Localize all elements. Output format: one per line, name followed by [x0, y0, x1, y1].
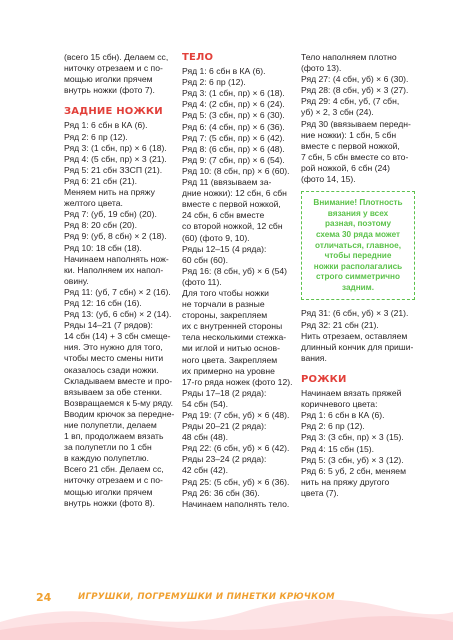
right-body-text-bottom: Начинаем вязать пряжей коричневого цвета: Ряд 1: 6 сбн в КА (6). Ряд 2: 6 пр (12). Ряд 3: (3 сбн, пр) × 3 (15). Ряд 4: 15 сбн (15). Ряд 5: (3 сбн, уб) × 3 (12). Ряд 6: 5 уб, 2 сбн, меняем нить на пряжу другого цвета (7).	[301, 388, 406, 498]
page-footer	[0, 591, 453, 609]
middle-body-text: Ряд 1: 6 сбн в КА (6). Ряд 2: 6 пр (12). Ряд 3: (1 сбн, пр) × 6 (18). Ряд 4: (2 сбн, пр) × 6 (24). Ряд 5: (3 сбн, пр) × 6 (30). Ряд 6: (4 сбн, пр) × 6 (36). Ряд 7: (5 сбн, пр) × 6 (42). Ряд 8: (6 сбн, пр) × 6 (48). Ряд 9: (7 сбн, пр) × 6 (54). Ряд 10: (8 сбн, пр) × 6 (60). Ряд 11 (ввязываем за- дние ножки): 12 сбн, 6 сбн вместе с первой ножкой, 24 сбн, 6 сбн вместе со второй ножкой, 12 сбн (60) (фото 9, 10). Ряды 12–15 (4 ряда): 60 сбн (60). Ряд 16: (8 сбн, уб) × 6 (54) (фото 11). Для того чтобы ножки не торчали в разные стороны, закрепляем их с внутренней стороны тела несколькими стежка- ми иглой и нитью основ- ного цвета. Закрепляем их примерно на уровне 17-го ряда ножек (фото 12). Ряды 17–18 (2 ряда): 54 сбн (54). Ряд 19: (7 сбн, уб) × 6 (48). Ряды 20–21 (2 ряда): 48 сбн (48). Ряд 22: (6 сбн, уб) × 6 (42). Ряды 23–24 (2 ряда): 42 сбн (42). Ряд 25: (5 сбн, уб) × 6 (36). Ряд 26: 36 сбн (36). Начинаем наполнять тело.	[182, 66, 293, 509]
left-body-text: Ряд 1: 6 сбн в КА (6). Ряд 2: 6 пр (12). Ряд 3: (1 сбн, пр) × 6 (18). Ряд 4: (5 сбн, пр) × 3 (21). Ряд 5: 21 сбн ЗЗСП (21). Ряд 6: 21 сбн (21). Меняем нить на пряжу желтого цвета. Ряд 7: (уб, 19 сбн) (20). Ряд 8: 20 сбн (20). Ряд 9: (уб, 8 сбн) × 2 (18). Ряд 10: 18 сбн (18). Начинаем наполнять нож- ки. Наполняем их напол- овину. Ряд 11: (уб, 7 сбн) × 2 (16). Ряд 12: 16 сбн (16). Ряд 13: (уб, 6 сбн) × 2 (14). Ряды 14–21 (7 рядов): 14 сбн (14) + 3 сбн смеще- ния. Это нужно для того, чтобы место смены нити оказалось сзади ножки. Складываем вместе и про- вязываем за обе стенки. Возвращаемся к 5-му ряду. Вводим крючок за передне- ние полупетли, делаем 1 вп, продолжаем вязать за полупетли по 1 сбн в каждую полупетлю. Всего 21 сбн. Делаем сс, ниточку отрезаем и с по- мощью иголки прячем внутрь ножки (фото 8).	[64, 120, 175, 508]
right-body-text-middle: Ряд 31: (6 сбн, уб) × 3 (21). Ряд 32: 21 сбн (21). Нить отрезаем, оставляем длинный кончик для приши- вания.	[301, 308, 414, 363]
right-body-text-top: Тело наполняем плотно (фото 13). Ряд 27: (4 сбн, уб) × 6 (30). Ряд 28: (8 сбн, уб) × 3 (27). Ряд 29: 4 сбн, уб, (7 сбн, уб) × 2, 3 сбн (24). Ряд 30 (ввязываем передн- ние ножки): 1 сбн, 5 сбн вместе с первой ножкой, 7 сбн, 5 сбн вместе со вто- рой ножкой, 6 сбн (24) (фото 14, 15).	[301, 52, 411, 185]
book-title: ИГРУШКИ, ПОГРЕМУШКИ И ПИНЕТКИ КРЮЧКОМ	[78, 592, 335, 602]
column-right	[301, 52, 417, 499]
column-middle	[182, 52, 296, 510]
section-heading-horns: РОЖКИ	[301, 373, 347, 385]
attention-note: Внимание! Плотность вязания у всех разная, поэтому схема 30 ряда может отличаться, главное, чтобы передние ножки располагались строго симметрично задним.	[301, 191, 415, 300]
section-heading-back-legs: ЗАДНИЕ НОЖКИ	[64, 106, 163, 118]
column-left	[64, 52, 176, 509]
page-number: 24	[36, 591, 52, 604]
section-heading-body: ТЕЛО	[182, 52, 214, 63]
left-intro-text: (всего 15 сбн). Делаем сс, ниточку отрезаем и с по- мощью иголки прячем внутрь ножки (фото 7).	[64, 52, 169, 96]
